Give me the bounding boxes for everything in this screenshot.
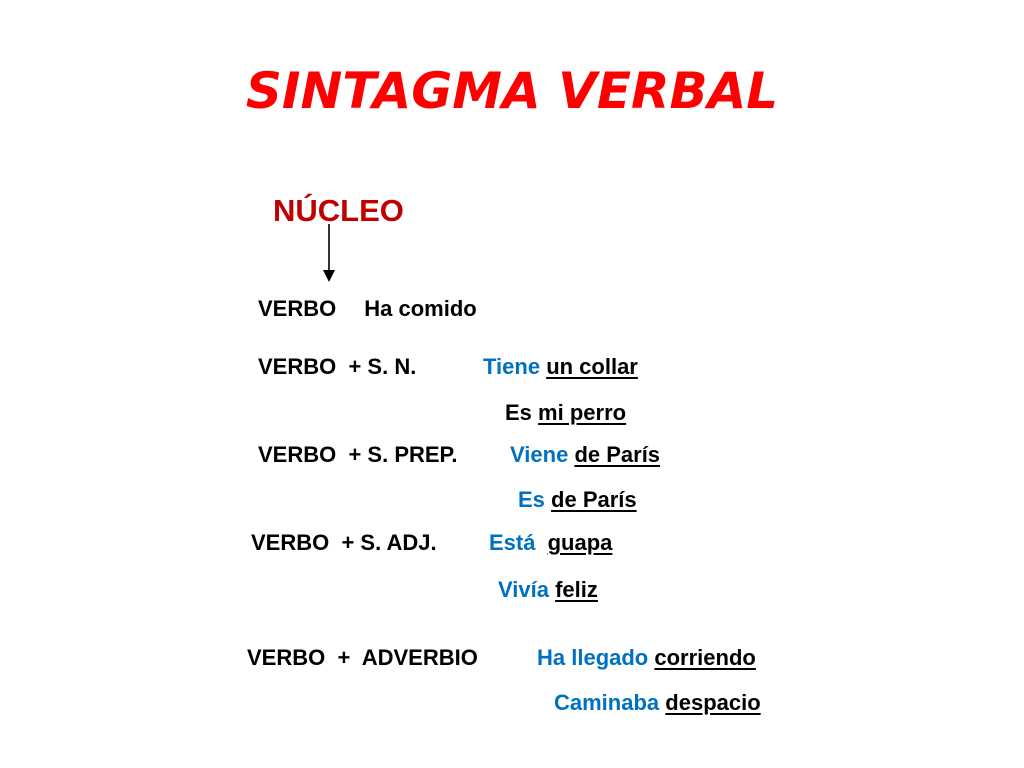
row-verbo-sadj [251,530,437,556]
example-adverbio-1 [537,645,756,671]
example-complement: despacio [665,690,761,715]
down-arrow-icon [321,224,337,284]
pattern-label: VERBO + S. ADJ. [251,530,437,555]
example-sn-2 [505,400,626,426]
example-verb: Es [505,400,532,425]
example-complement: corriendo [654,645,756,670]
slide-title: SINTAGMA VERBAL [245,62,779,120]
example-sn-1 [483,354,638,380]
row-verbo [258,296,477,322]
example-sprep-1 [510,442,660,468]
row-verbo-sn [258,354,416,380]
example-complement: guapa [547,530,613,555]
nucleo-label: NÚCLEO [273,193,404,228]
example-sprep-2 [518,487,637,513]
example-complement: de París [574,442,661,467]
pattern-label: VERBO + S. N. [258,354,417,379]
example-complement: de París [551,487,637,512]
example-sadj-2 [498,577,598,603]
row-verbo-sprep [258,442,458,468]
example-sadj-1 [489,530,612,556]
example-complement: mi perro [538,400,627,425]
example-verb: Vivía [498,577,549,602]
pattern-label: VERBO [258,296,337,321]
example-verb: Viene [510,442,569,467]
example-complement: un collar [546,354,638,379]
pattern-label: VERBO + ADVERBIO [247,645,478,670]
example-verb: Ha llegado [537,645,649,670]
example-verb: Ha comido [364,296,477,321]
example-adverbio-2 [554,690,761,716]
example-verb: Está [489,530,536,555]
example-complement: feliz [555,577,598,602]
example-verb: Es [518,487,545,512]
row-verbo-adverbio [247,645,478,671]
example-verb: Tiene [483,354,541,379]
pattern-label: VERBO + S. PREP. [258,442,458,467]
example-verb: Caminaba [554,690,660,715]
